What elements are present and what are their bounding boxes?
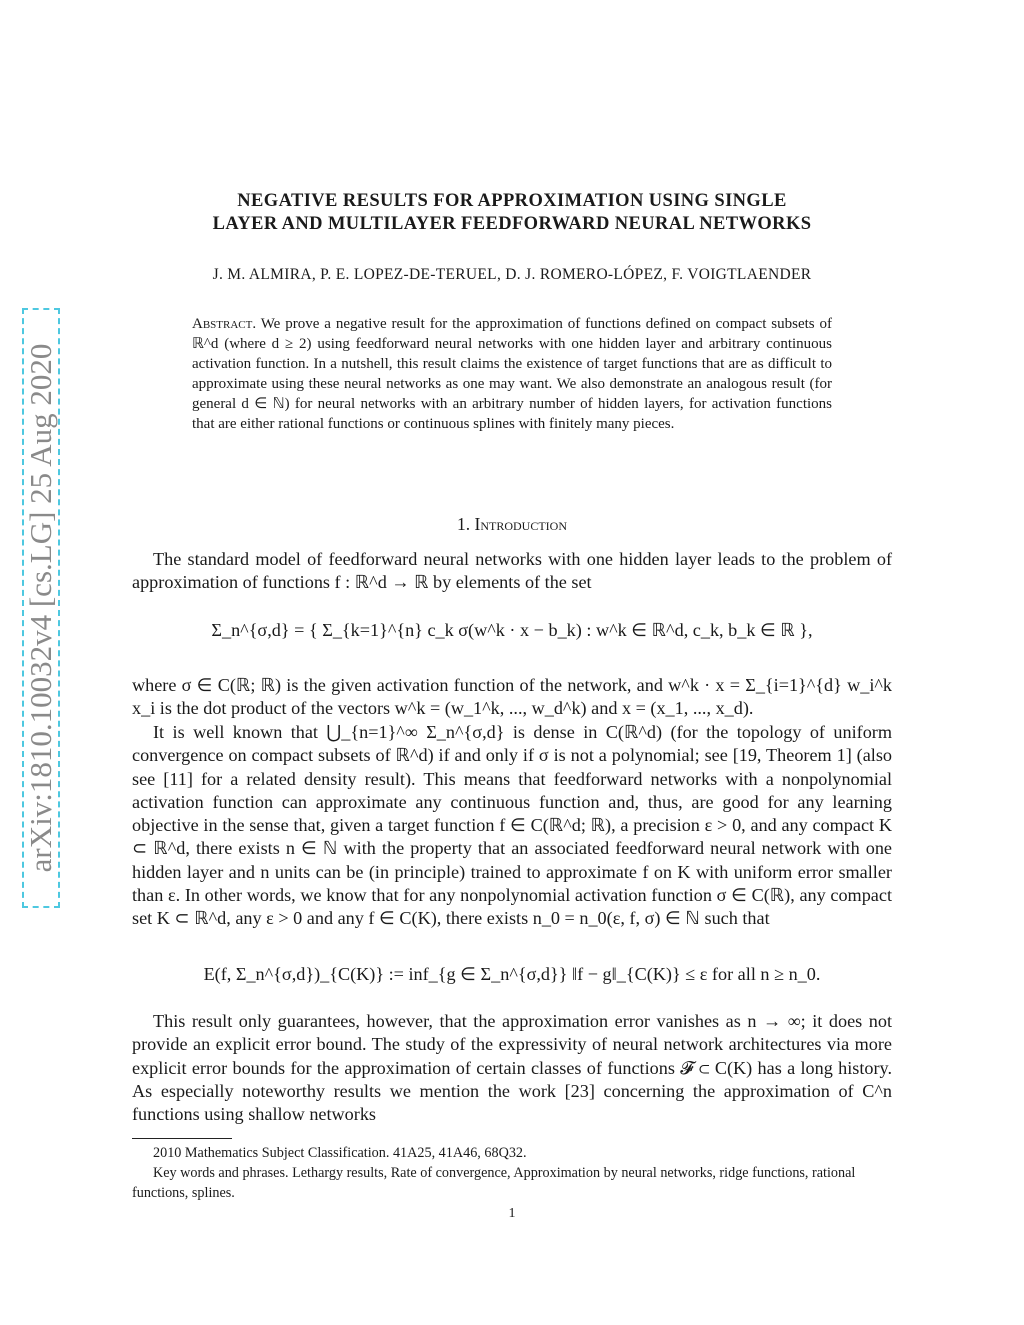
arxiv-stamp <box>22 308 60 908</box>
footnote-rule <box>132 1138 232 1139</box>
equation-approximation-error: E(f, Σ_n^{σ,d})_{C(K)} := inf_{g ∈ Σ_n^{σ,d}} ‖f − g‖_{C(K)} ≤ ε for all n ≥ n_0. <box>203 964 821 984</box>
footnote-keywords: Key words and phrases. Lethargy results, Rate of convergence, Approximation by neural networks, ridge functions, rational functions, splines. <box>132 1165 856 1201</box>
paragraph-2: where σ ∈ C(ℝ; ℝ) is the given activation function of the network, and w^k · x = Σ_{i=1}^{d} w_i^k x_i is the dot product of the vectors w^k = (w_1^k, ..., w_d^k) and x = (x_1, ..., x_d). <box>132 675 892 719</box>
abstract-label: Abstract. <box>192 316 257 332</box>
section-heading <box>130 514 894 535</box>
section-title: Introduction <box>474 514 567 534</box>
authors: J. M. ALMIRA, P. E. LOPEZ-DE-TERUEL, D. J. ROMERO-LÓPEZ, F. VOIGTLAENDER <box>212 266 812 283</box>
page-number: 1 <box>508 1206 516 1221</box>
arxiv-identifier: arXiv:1810.10032v4 [cs.LG] 25 Aug 2020 <box>23 343 58 873</box>
paragraph-1: The standard model of feedforward neural networks with one hidden layer leads to the problem of approximation of functions f : ℝ^d → ℝ by elements of the set <box>132 549 892 593</box>
paragraph-4: This result only guarantees, however, that the approximation error vanishes as n → ∞; it does not provide an explicit error bound. The study of the expressivity of neural network architectures via more explicit error bounds for the approximation of certain classes of functions 𝓕 ⊂ C(K) has a long history. As especially noteworthy results we mention the work [23] concerning the approximation of C^n functions using shallow networks <box>132 1011 892 1125</box>
footnote-msc: 2010 Mathematics Subject Classification. 41A25, 41A46, 68Q32. <box>153 1145 527 1161</box>
paragraph-3: It is well known that ⋃_{n=1}^∞ Σ_n^{σ,d} is dense in C(ℝ^d) (for the topology of uniform convergence on compact subsets of ℝ^d) if and only if σ is not a polynomial; see [19, Theorem 1] (also see [11] for a related density result). This means that feedforward networks with a nonpolynomial activation function can approximate any continuous function and, thus, are good for any learning objective in the sense that, given a target function f ∈ C(ℝ^d; ℝ), a precision ε > 0, and any compact K ⊂ ℝ^d, there exists n ∈ ℕ with the property that an associated feedforward neural network with one hidden layer and n units can be (in principle) trained to approximate f on K with uniform error smaller than ε. In other words, we know that for any nonpolynomial activation function σ ∈ C(ℝ), any compact set K ⊂ ℝ^d, any ε > 0 and any f ∈ C(K), there exists n_0 = n_0(ε, f, σ) ∈ ℕ such that <box>132 722 892 929</box>
abstract-text: We prove a negative result for the approximation of functions defined on compact subsets of ℝ^d (where d ≥ 2) using feedforward neural networks with one hidden layer and arbitrary continuous activation function. In a nutshell, this result claims the existence of target functions that are as difficult to approximate using these neural networks as one may want. We also demonstrate an analogous result (for general d ∈ ℕ) for neural networks with an arbitrary number of hidden layers, for activation functions that are either rational functions or continuous splines with finitely many pieces. <box>192 316 832 433</box>
abstract <box>192 314 832 435</box>
section-number: 1. <box>457 514 471 534</box>
title-line-2: LAYER AND MULTILAYER FEEDFORWARD NEURAL NETWORKS <box>212 214 812 234</box>
title-line-1: NEGATIVE RESULTS FOR APPROXIMATION USING SINGLE <box>237 191 787 211</box>
equation-sigma-set: Σ_n^{σ,d} = { Σ_{k=1}^{n} c_k σ(w^k · x − b_k) : w^k ∈ ℝ^d, c_k, b_k ∈ ℝ }, <box>211 620 813 640</box>
paper-title <box>130 190 894 236</box>
